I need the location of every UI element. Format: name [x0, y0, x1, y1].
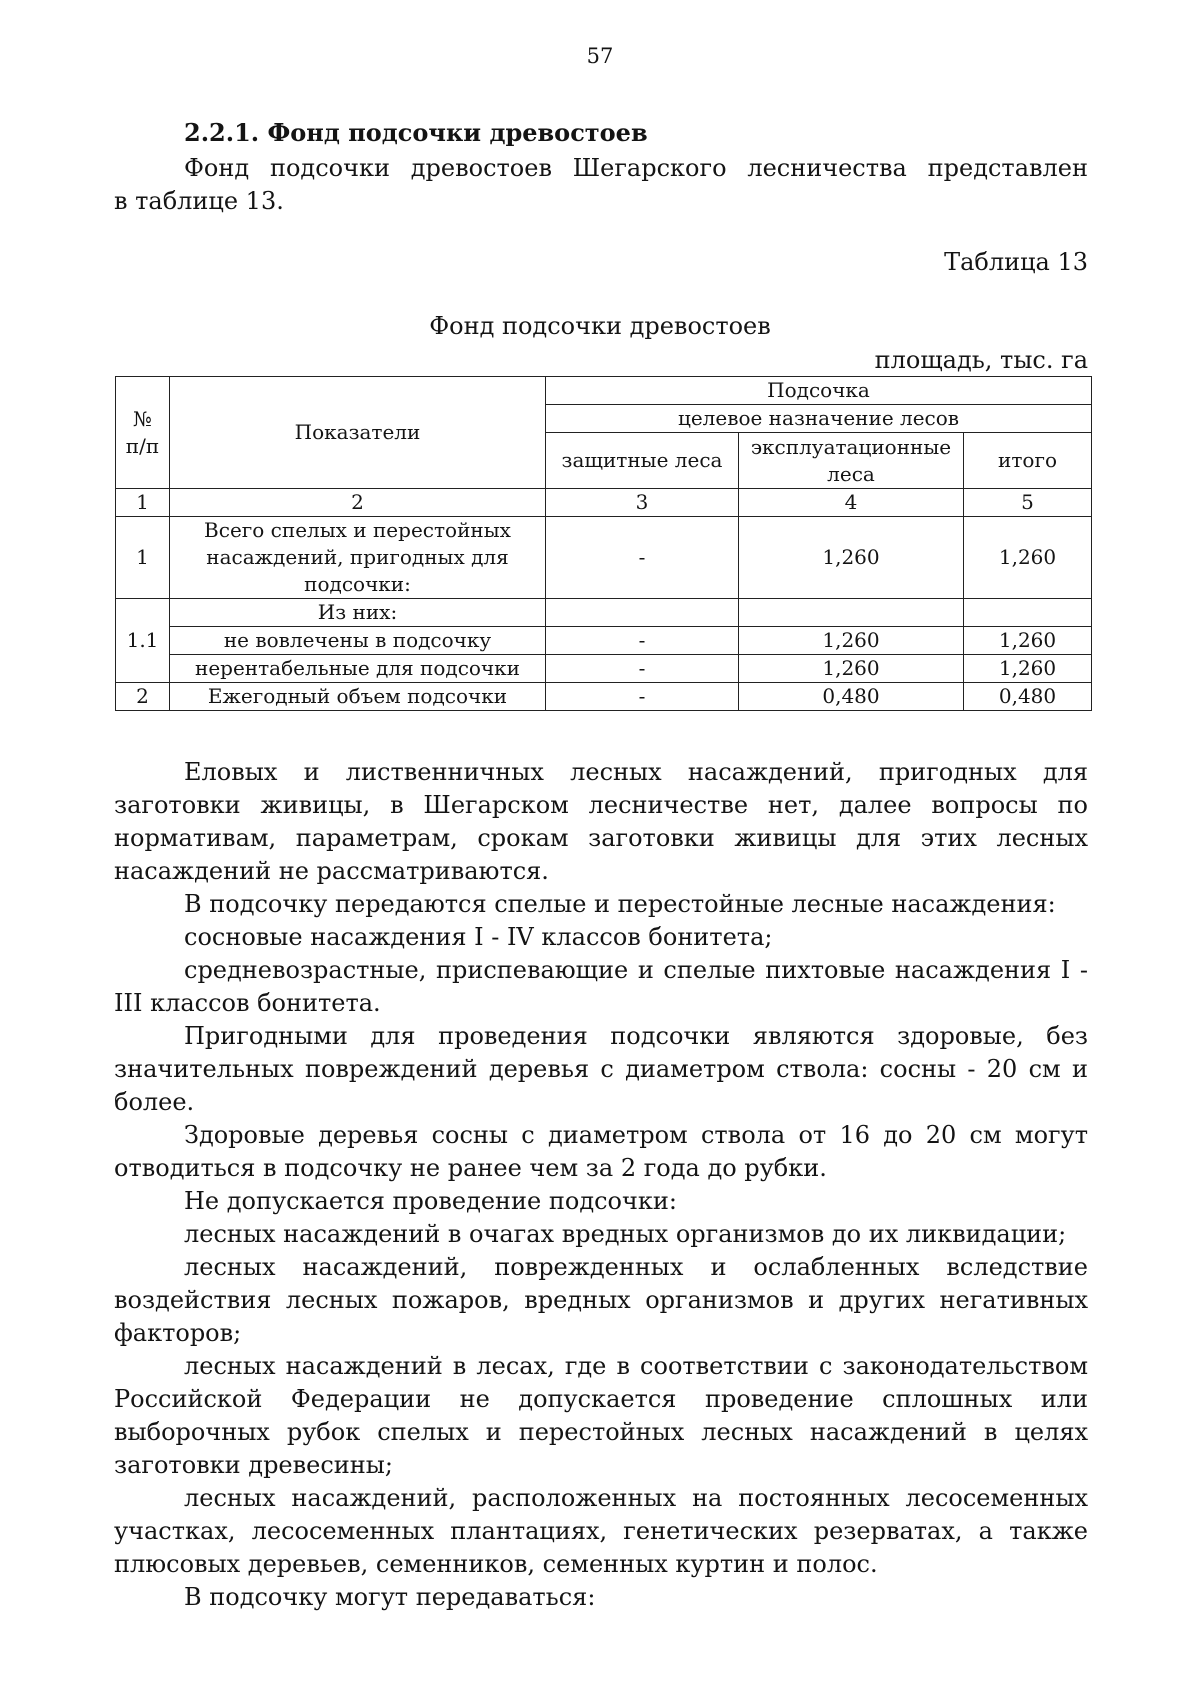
intro-word: лесничества [747, 154, 907, 182]
row-num: 1 [116, 517, 170, 599]
intro-word: древостоев [410, 154, 552, 182]
header-group: Подсочка [546, 377, 1092, 405]
column-number: 1 [116, 489, 170, 517]
row-exploitation: 1,260 [739, 627, 964, 655]
paragraph: В подсочку передаются спелые и перестойные лесные насаждения: [184, 890, 1056, 918]
intro-word: представлен [927, 154, 1088, 182]
paragraph: Еловых и лиственничных лесных насаждений, пригодных для заготовки живицы, в Шегарском лесничестве нет, далее вопросы по нормативам, параметрам, срокам заготовки живицы для этих лесных насаждений не рассматриваются. [114, 758, 1088, 885]
row-protective: - [546, 627, 739, 655]
table-header-row [116, 377, 1092, 405]
paragraph: Пригодными для проведения подсочки являются здоровые, без значительных повреждений деревья с диаметром ствола: сосны - 20 см и более. [114, 1022, 1088, 1116]
paragraph: сосновые насаждения I - IV классов бонитета; [184, 923, 773, 951]
paragraph: лесных насаждений, поврежденных и ослабленных вследствие воздействия лесных пожаров, вредных организмов и других негативных факторов; [114, 1253, 1088, 1347]
header-exploitation: эксплуатационные леса [739, 433, 964, 489]
row-exploitation: 1,260 [739, 655, 964, 683]
table-title: Фонд подсочки древостоев [429, 312, 771, 340]
header-subgroup: целевое назначение лесов [546, 405, 1092, 433]
row-num: 2 [116, 683, 170, 711]
table-row [116, 683, 1092, 711]
paragraph: лесных насаждений в лесах, где в соответствии с законодательством Российской Федерации не допускается проведение сплошных или выборочных рубок спелых и перестойных лесных насаждений в целях заготовки древесины; [114, 1352, 1088, 1479]
header-indicator: Показатели [170, 377, 546, 489]
intro-word: подсочки [269, 154, 390, 182]
table-row [116, 655, 1092, 683]
column-number-row [116, 489, 1092, 517]
intro-word: Шегарского [572, 154, 727, 182]
row-indicator: Ежегодный объем подсочки [170, 683, 546, 711]
column-number: 2 [170, 489, 546, 517]
row-protective: - [546, 655, 739, 683]
row-num: 1.1 [116, 599, 170, 683]
row-total: 1,260 [964, 627, 1092, 655]
section-heading: 2.2.1. Фонд подсочки древостоев [184, 118, 648, 147]
row-total [964, 599, 1092, 627]
row-exploitation: 0,480 [739, 683, 964, 711]
row-total: 1,260 [964, 517, 1092, 599]
row-indicator: нерентабельные для подсочки [170, 655, 546, 683]
table-row [116, 627, 1092, 655]
paragraph: В подсочку могут передаваться: [184, 1583, 596, 1611]
row-protective [546, 599, 739, 627]
table-row [116, 599, 1092, 627]
paragraph: лесных насаждений, расположенных на постоянных лесосеменных участках, лесосеменных плантациях, генетических резерватах, а также плюсовых деревьев, семенников, семенных куртин и полос. [114, 1484, 1088, 1578]
paragraph: Здоровые деревья сосны с диаметром ствола от 16 до 20 см могут отводиться в подсочку не ранее чем за 2 года до рубки. [114, 1121, 1088, 1182]
row-exploitation [739, 599, 964, 627]
row-protective: - [546, 517, 739, 599]
row-exploitation: 1,260 [739, 517, 964, 599]
table-label: Таблица 13 [944, 248, 1088, 276]
header-total: итого [964, 433, 1092, 489]
column-number: 5 [964, 489, 1092, 517]
body-text [114, 756, 1088, 1614]
row-indicator: Из них: [170, 599, 546, 627]
column-number: 3 [546, 489, 739, 517]
row-total: 1,260 [964, 655, 1092, 683]
row-indicator: Всего спелых и перестойных насаждений, пригодных для подсочки: [170, 517, 546, 599]
paragraph: Не допускается проведение подсочки: [184, 1187, 677, 1215]
header-num: № п/п [116, 377, 170, 489]
row-protective: - [546, 683, 739, 711]
intro-first-line [114, 152, 1088, 185]
paragraph: лесных насаждений в очагах вредных организмов до их ликвидации; [184, 1220, 1067, 1248]
intro-word: Фонд [184, 154, 250, 182]
paragraph: средневозрастные, приспевающие и спелые пихтовые насаждения I - III классов бонитета. [114, 956, 1088, 1017]
intro-tail: в таблице 13. [114, 187, 284, 215]
table-unit: площадь, тыс. га [874, 346, 1088, 374]
table-row [116, 517, 1092, 599]
header-protective: защитные леса [546, 433, 739, 489]
column-number: 4 [739, 489, 964, 517]
intro-paragraph [114, 152, 1088, 218]
page-number: 57 [586, 44, 614, 68]
row-indicator: не вовлечены в подсочку [170, 627, 546, 655]
fund-table [115, 376, 1092, 711]
row-total: 0,480 [964, 683, 1092, 711]
